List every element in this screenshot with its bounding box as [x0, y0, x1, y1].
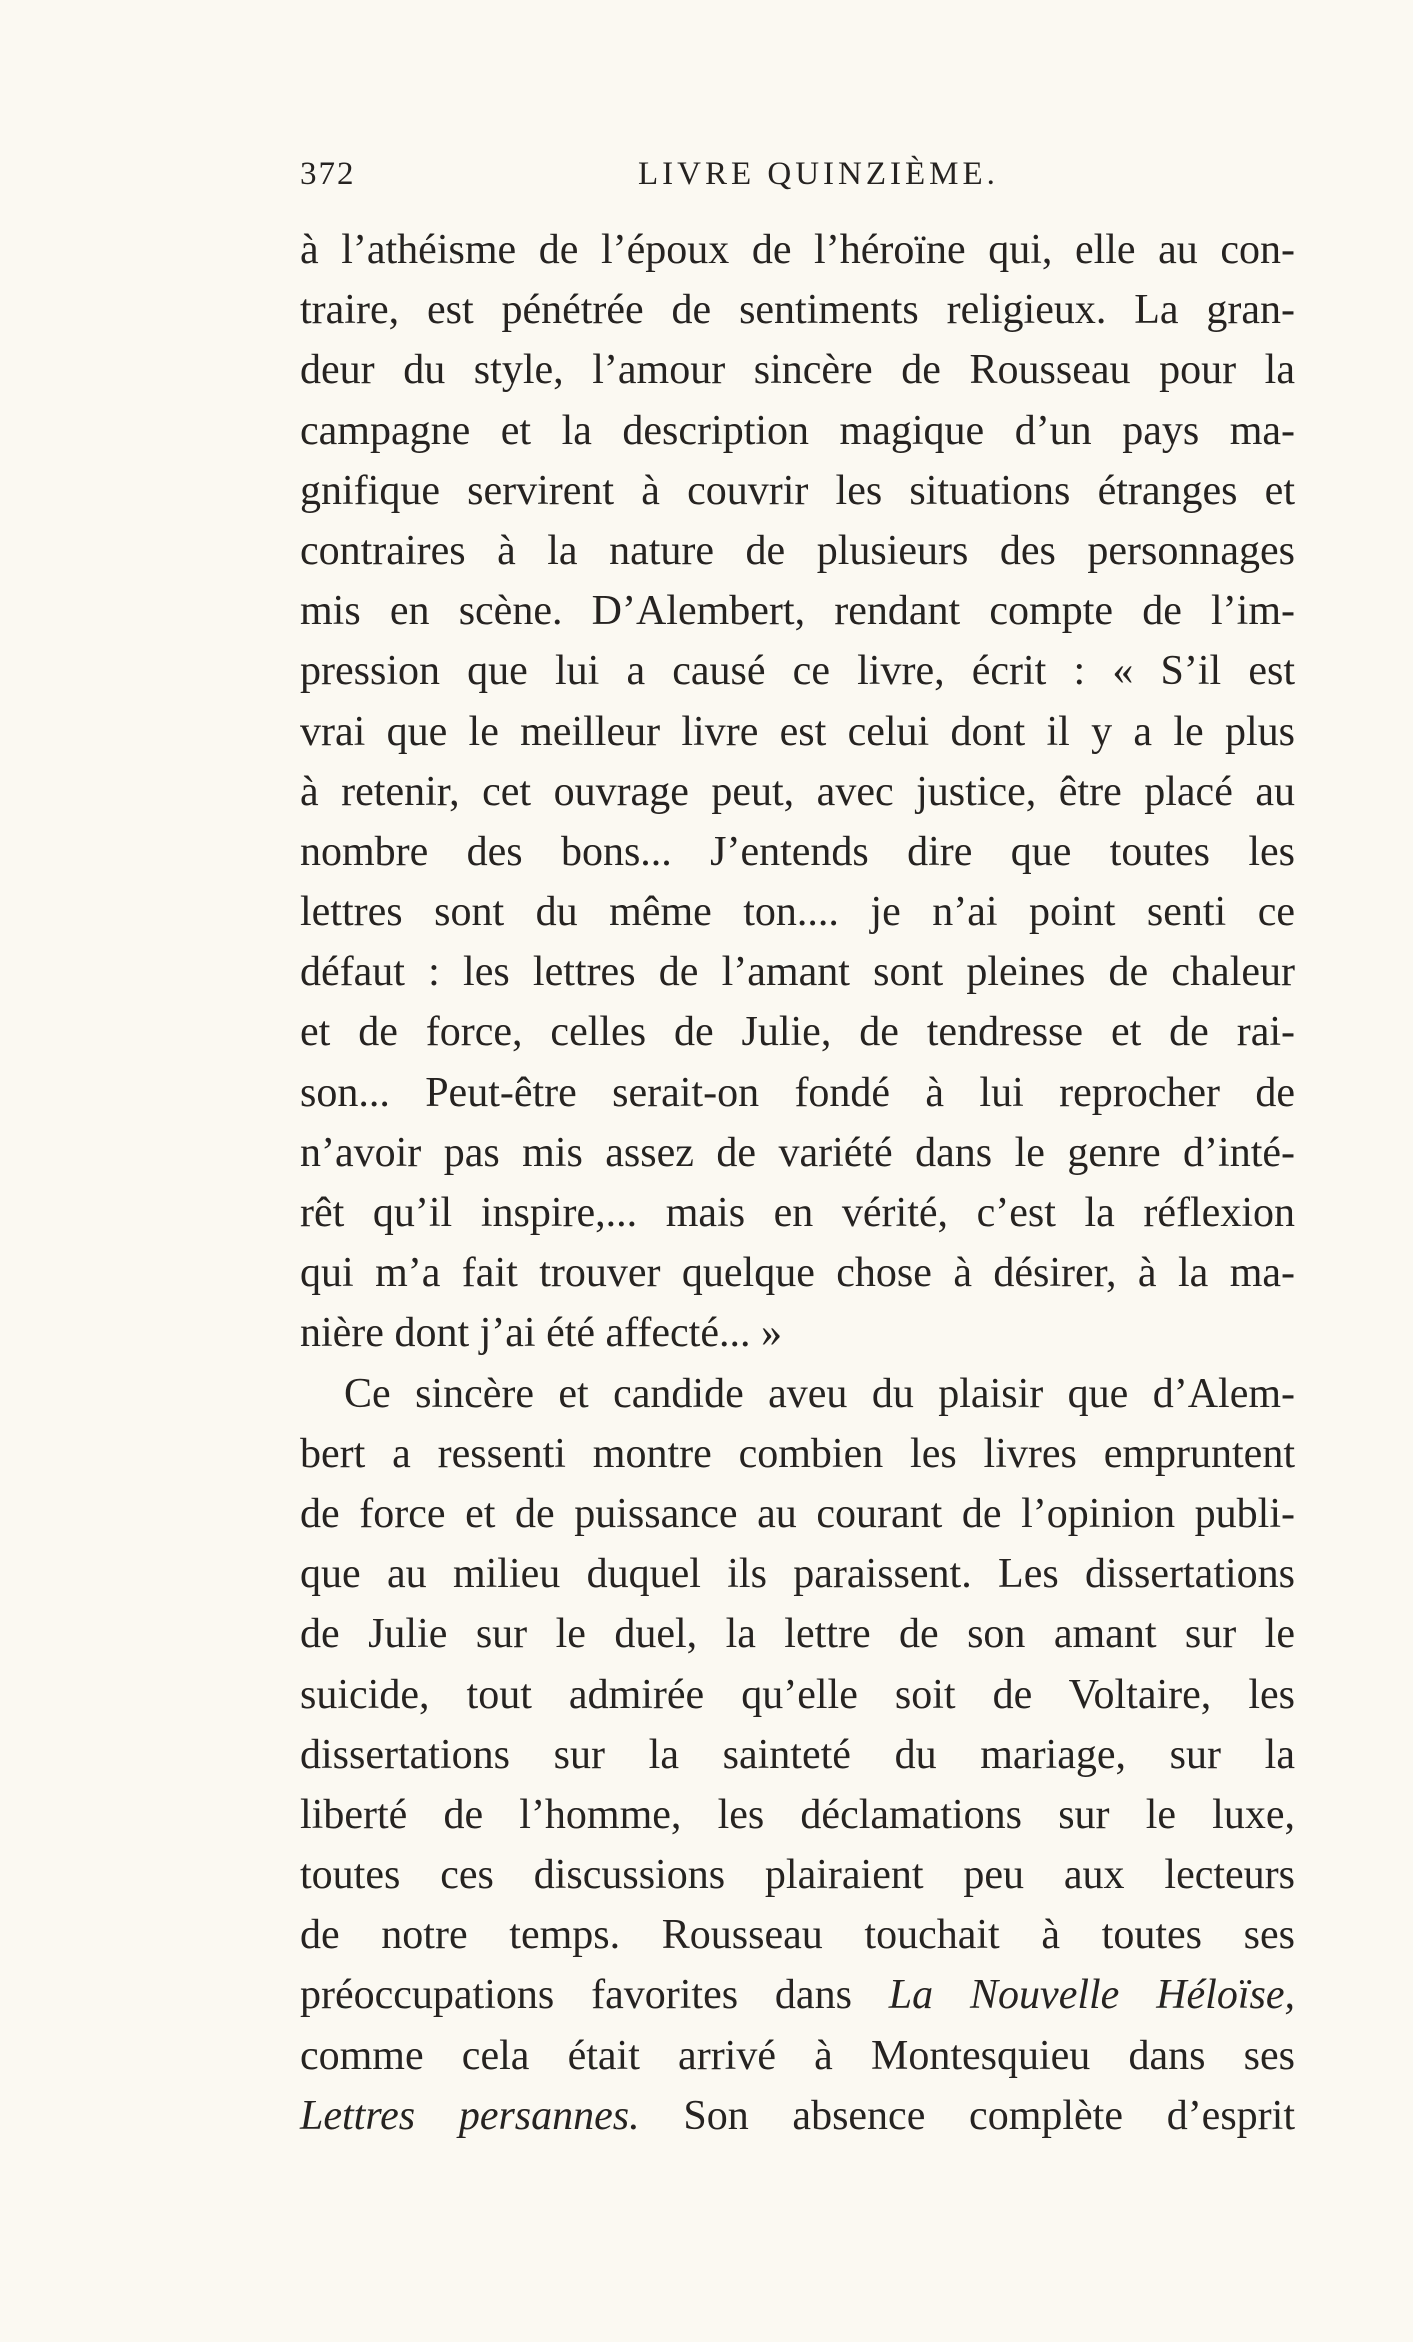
text-line: rêt qu’il inspire,... mais en vérité, c’est la réflexion [300, 1190, 1295, 1236]
text-line: lettres sont du même ton.... je n’ai point senti ce [300, 889, 1295, 936]
italic-title: Lettres persannes. [300, 2092, 640, 2139]
text-line: de Julie sur le duel, la lettre de son amant sur le [300, 1611, 1295, 1658]
page-number: 372 [300, 156, 356, 192]
text-line: nière dont j’ai été affecté... » [300, 1310, 782, 1357]
body-text [300, 220, 1295, 2146]
text-line: campagne et la description magique d’un pays ma- [300, 407, 1295, 454]
text-line: vrai que le meilleur livre est celui dont il y a le plus [300, 708, 1295, 755]
text-line: pression que lui a causé ce livre, écrit : « S’il est [300, 648, 1295, 695]
text-line: bert a ressenti montre combien les livres empruntent [300, 1430, 1295, 1477]
text-line: et de force, celles de Julie, de tendresse et de rai- [300, 1009, 1295, 1056]
paragraph-1 [300, 220, 1295, 1364]
text-line: Ce sincère et candide aveu du plaisir que d’Alem- [344, 1370, 1295, 1417]
text-line: mis en scène. D’Alembert, rendant compte de l’im- [300, 588, 1295, 635]
text-line: traire, est pénétrée de sentiments religieux. La gran- [300, 287, 1295, 334]
text-line: son... Peut-être serait-on fondé à lui reprocher de [300, 1069, 1295, 1116]
italic-title: La Nouvelle Héloïse, [888, 1972, 1295, 2019]
text-line: à retenir, cet ouvrage peut, avec justice, être placé au [300, 768, 1295, 815]
text-run: préoccupations favorites dans [300, 1972, 889, 2019]
text-line: comme cela était arrivé à Montesquieu dans ses [300, 2032, 1295, 2079]
text-line: contraires à la nature de plusieurs des personnages [300, 527, 1295, 574]
paragraph-2 [300, 1364, 1295, 2146]
text-line: suicide, tout admirée qu’elle soit de Voltaire, les [300, 1671, 1295, 1718]
text-line: dissertations sur la sainteté du mariage, sur la [300, 1731, 1295, 1778]
text-line [300, 2086, 1295, 2146]
text-line: nombre des bons... J’entends dire que toutes les [300, 828, 1295, 875]
text-line: de force et de puissance au courant de l’opinion publi- [300, 1490, 1295, 1537]
text-line: n’avoir pas mis assez de variété dans le genre d’inté- [300, 1129, 1295, 1176]
running-title: LIVRE QUINZIÈME. [638, 156, 999, 192]
text-line: liberté de l’homme, les déclamations sur le luxe, [300, 1791, 1295, 1838]
text-run: Son absence complète d’esprit [639, 2092, 1295, 2139]
text-line: défaut : les lettres de l’amant sont pleines de chaleur [300, 949, 1295, 996]
text-line: que au milieu duquel ils paraissent. Les dissertations [300, 1551, 1295, 1598]
text-line: deur du style, l’amour sincère de Rousseau pour la [300, 347, 1295, 394]
text-line: à l’athéisme de l’époux de l’héroïne qui, elle au con- [300, 227, 1295, 273]
text-line: de notre temps. Rousseau touchait à toutes ses [300, 1912, 1295, 1959]
text-line: toutes ces discussions plairaient peu aux lecteurs [300, 1852, 1295, 1899]
text-line: gnifique servirent à couvrir les situations étranges et [300, 467, 1295, 514]
text-line: qui m’a fait trouver quelque chose à désirer, à la ma- [300, 1250, 1295, 1297]
text-line [300, 1965, 1295, 2025]
running-head [300, 156, 1295, 200]
